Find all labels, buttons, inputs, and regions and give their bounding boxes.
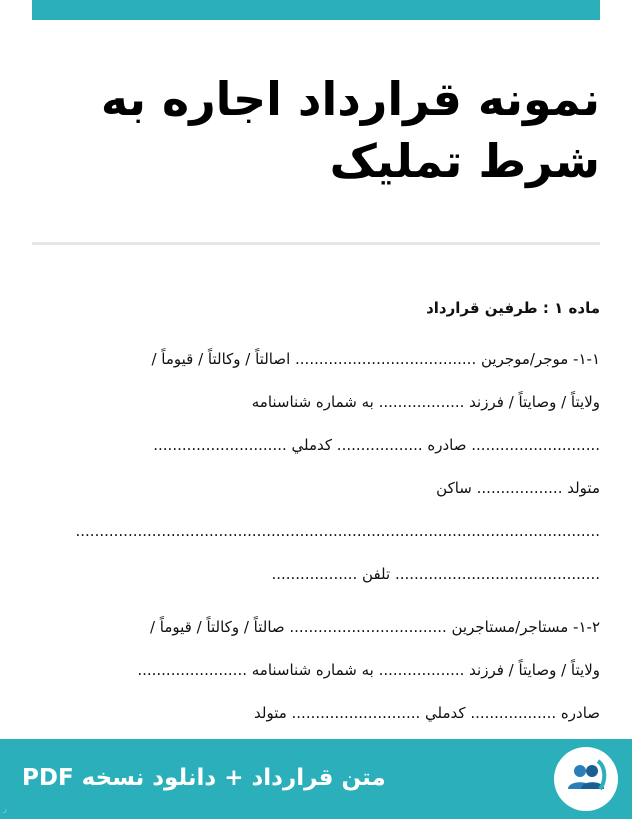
contract-line: ........................... صادره .................. کدملي ............................ bbox=[153, 436, 600, 454]
download-banner[interactable] bbox=[0, 739, 632, 819]
contract-line: صادره .................. کدملي ........................... متولد bbox=[254, 704, 600, 722]
section-heading: ماده ۱ : طرفین قرارداد bbox=[426, 299, 600, 317]
contract-line: ........................................... تلفن .................. bbox=[271, 565, 600, 583]
divider bbox=[32, 242, 600, 245]
users-icon bbox=[554, 747, 618, 811]
contract-line: متولد .................. ساکن bbox=[436, 479, 600, 497]
contract-line: ولایتاً / وصایتاً / فرزند .................. به شماره شناسنامه bbox=[251, 393, 600, 411]
contract-content bbox=[32, 294, 600, 744]
top-accent-bar bbox=[32, 0, 600, 20]
logo bbox=[554, 747, 618, 811]
contract-line: ولایتاً / وصایتاً / فرزند .................. به شماره شناسنامه ....................... bbox=[137, 661, 600, 679]
corner-mark: ر bbox=[3, 804, 7, 813]
contract-line: ۱-۲- مستاجر/مستاجرین ................................. صالتاً / وکالتاً / قیوماً / bbox=[149, 618, 600, 636]
page-title: نمونه قرارداد اجاره به شرط تمليک bbox=[100, 72, 600, 188]
download-pdf-link[interactable]: متن قرارداد + دانلود نسخه PDF bbox=[22, 765, 386, 791]
contract-line: ۱-۱- موجر/موجرین ...................................... اصالتاً / وکالتاً / قیوماً / bbox=[151, 350, 600, 368]
contract-line: .............................................................................................................. bbox=[75, 522, 600, 540]
